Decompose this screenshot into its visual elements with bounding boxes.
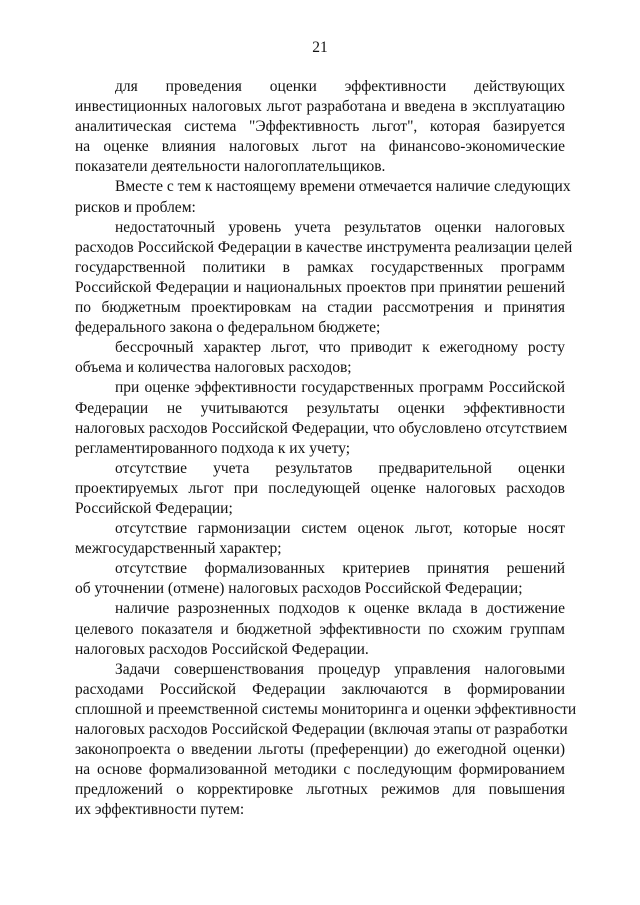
- text-line: наличие разрозненных подходов к оценке вклада в достижение: [115, 600, 565, 618]
- paragraph: [75, 459, 565, 519]
- paragraph: [75, 77, 565, 177]
- paragraph: [75, 660, 577, 821]
- paragraph: [75, 599, 565, 659]
- text-line: отсутствие формализованных критериев принятия решений: [115, 560, 565, 578]
- text-line: межгосударственный характер;: [75, 540, 282, 558]
- text-line: бессрочный характер льгот, что приводит к ежегодному росту: [115, 339, 565, 357]
- text-line: проектируемых льгот при последующей оценке налоговых расходов: [75, 479, 565, 497]
- text-line: сплошной и преемственной системы мониторинга и оценки эффективности: [75, 700, 577, 718]
- text-line: рисков и проблем:: [75, 198, 196, 216]
- text-line: Российской Федерации и национальных проектов при принятии решений: [75, 278, 565, 296]
- text-line: Вместе с тем к настоящему времени отмечается наличие следующих: [115, 178, 571, 196]
- text-line: расходами Российской Федерации заключаются в формировании: [75, 680, 565, 698]
- text-line: их эффективности путем:: [75, 801, 245, 819]
- paragraph: [75, 559, 565, 599]
- paragraph: [75, 378, 568, 458]
- text-line: Федерации не учитываются результаты оценки эффективности: [75, 399, 565, 417]
- text-line: налоговых расходов Российской Федерации.: [75, 640, 369, 658]
- text-line: расходов Российской Федерации в качестве инструмента реализации целей: [75, 238, 573, 256]
- text-line: налоговых расходов Российской Федерации, что обусловлено отсутствием: [75, 419, 568, 437]
- text-line: об уточнении (отмене) налоговых расходов Российской Федерации;: [75, 580, 523, 598]
- text-line: для проведения оценки эффективности действующих: [115, 78, 565, 95]
- text-line: Российской Федерации;: [75, 499, 233, 517]
- text-line: недостаточный уровень учета результатов оценки налоговых: [115, 218, 565, 236]
- text-line: целевого показателя и бюджетной эффективности по схожим группам: [75, 620, 565, 638]
- text-line: объема и количества налоговых расходов;: [75, 359, 352, 377]
- text-line: федерального закона о федеральном бюджете;: [75, 319, 381, 337]
- text-line: инвестиционных налоговых льгот разработана и введена в эксплуатацию: [75, 98, 565, 116]
- text-line: Задачи совершенствования процедур управления налоговыми: [115, 660, 565, 678]
- text-line: аналитическая система "Эффективность льгот", которая базируется: [75, 118, 565, 136]
- paragraph: [75, 519, 565, 559]
- paragraph: [75, 338, 565, 378]
- text-line: на основе формализованной методики с последующим формированием: [75, 761, 565, 779]
- text-line: отсутствие гармонизации систем оценок льгот, которые носят: [115, 520, 565, 538]
- text-line: государственной политики в рамках государственных программ: [75, 258, 565, 276]
- text-line: при оценке эффективности государственных программ Российской: [115, 379, 565, 397]
- text-line: на оценке влияния налоговых льгот на финансово-экономические: [75, 138, 565, 156]
- text-line: отсутствие учета результатов предварительной оценки: [115, 459, 565, 477]
- paragraph: [75, 218, 573, 339]
- text-line: регламентированного подхода к их учету;: [75, 439, 351, 457]
- document-body: [75, 77, 577, 820]
- text-line: законопроекта о введении льготы (преференции) до ежегодной оценки): [75, 741, 565, 759]
- page-number: 21: [312, 39, 328, 56]
- paragraph: [75, 177, 571, 217]
- text-line: показатели деятельности налогоплательщиков.: [75, 158, 386, 176]
- text-line: предложений о корректировке льготных режимов для повышения: [75, 781, 565, 799]
- text-line: налоговых расходов Российской Федерации (включая этапы от разработки: [75, 721, 568, 738]
- text-line: по бюджетным проектировкам на стадии рассмотрения и принятия: [75, 299, 565, 317]
